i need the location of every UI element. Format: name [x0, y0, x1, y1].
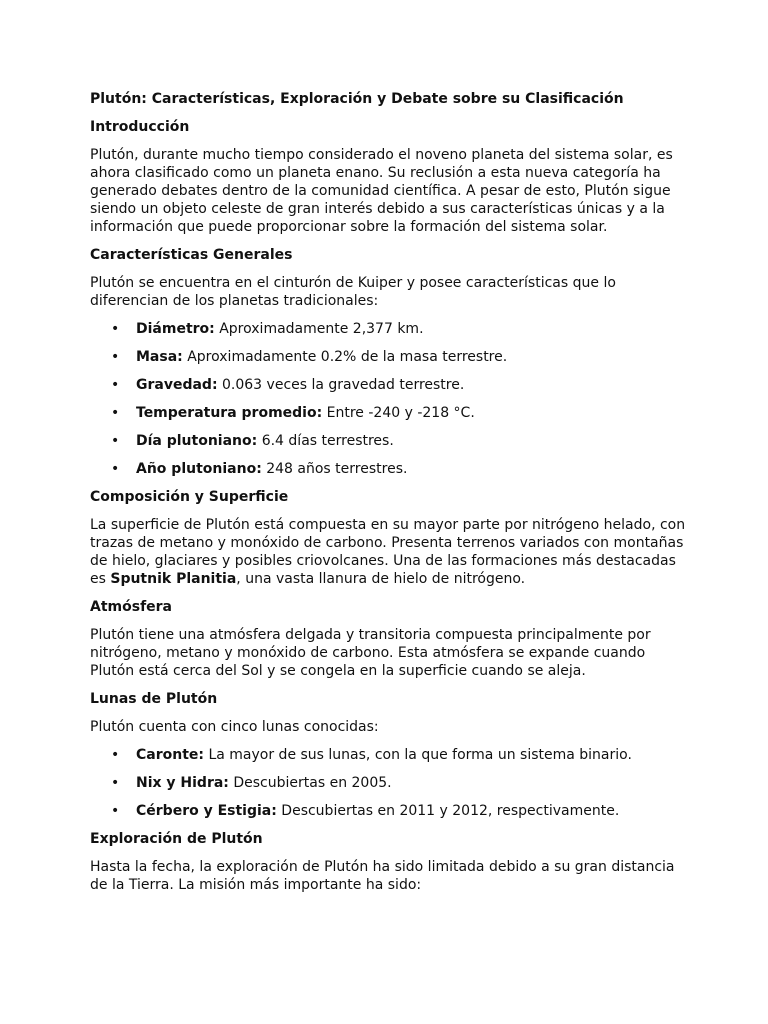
- list-item: [90, 802, 690, 820]
- bullet-icon: •: [111, 461, 120, 477]
- list-characteristics: [90, 320, 690, 478]
- item-label: Temperatura promedio:: [136, 405, 323, 421]
- list-item: [90, 320, 690, 338]
- item-text: 0.063 veces la gravedad terrestre.: [217, 377, 465, 393]
- bullet-icon: •: [111, 775, 120, 791]
- bullet-icon: •: [111, 433, 120, 449]
- paragraph-moons: Plutón cuenta con cinco lunas conocidas:: [90, 719, 379, 735]
- paragraph-general: Plutón se encuentra en el cinturón de Kuiper y posee características que lo diferencian de los planetas tradicionales:: [90, 275, 616, 309]
- heading-composition: Composición y Superficie: [90, 489, 289, 505]
- list-item: [90, 774, 690, 792]
- heading-general: Características Generales: [90, 247, 293, 263]
- heading-moons: Lunas de Plutón: [90, 691, 218, 707]
- list-item: [90, 348, 690, 366]
- item-text: 6.4 días terrestres.: [257, 433, 394, 449]
- bullet-icon: •: [111, 747, 120, 763]
- heading-exploration: Exploración de Plutón: [90, 831, 263, 847]
- item-label: Masa:: [136, 349, 183, 365]
- item-label: Año plutoniano:: [136, 461, 262, 477]
- bullet-icon: •: [111, 405, 120, 421]
- heading-intro: Introducción: [90, 119, 190, 135]
- composition-text-before: La superficie de Plutón está compuesta en su mayor parte por nitrógeno helado, con trazas de metano y monóxido de carbono. Presenta terrenos variados con montañas de hielo, glaciares y posibles criovolcanes. Una de las formaciones más destacadas es: [90, 517, 686, 587]
- paragraph-exploration: Hasta la fecha, la exploración de Plutón ha sido limitada debido a su gran distancia de la Tierra. La misión más importante ha sido:: [90, 859, 675, 893]
- list-item: [90, 404, 690, 422]
- list-item: [90, 460, 690, 478]
- item-text: 248 años terrestres.: [261, 461, 408, 477]
- bullet-icon: •: [111, 803, 120, 819]
- list-item: [90, 432, 690, 450]
- bullet-icon: •: [111, 349, 120, 365]
- item-label: Caronte:: [136, 747, 204, 763]
- document-page: [90, 90, 690, 904]
- item-text: Descubiertas en 2011 y 2012, respectivamente.: [276, 803, 620, 819]
- composition-text-after: , una vasta llanura de hielo de nitrógeno.: [236, 571, 526, 587]
- paragraph-atmosphere: Plutón tiene una atmósfera delgada y transitoria compuesta principalmente por nitrógeno, metano y monóxido de carbono. Esta atmósfera se expande cuando Plutón está cerca del Sol y se congela en la superficie cuando se aleja.: [90, 627, 651, 679]
- item-label: Nix y Hidra:: [136, 775, 229, 791]
- paragraph-composition: [90, 516, 690, 588]
- item-label: Día plutoniano:: [136, 433, 258, 449]
- item-label: Diámetro:: [136, 321, 215, 337]
- composition-bold-term: Sputnik Planitia: [110, 571, 237, 587]
- bullet-icon: •: [111, 377, 120, 393]
- paragraph-intro: Plutón, durante mucho tiempo considerado el noveno planeta del sistema solar, es ahora clasificado como un planeta enano. Su reclusión a esta nueva categoría ha generado debates dentro de la comunidad científica. A pesar de esto, Plutón sigue siendo un objeto celeste de gran interés debido a sus características únicas y a la información que puede proporcionar sobre la formación del sistema solar.: [90, 147, 673, 235]
- item-text: Descubiertas en 2005.: [228, 775, 392, 791]
- item-text: La mayor de sus lunas, con la que forma un sistema binario.: [204, 747, 632, 763]
- list-item: [90, 746, 690, 764]
- list-item: [90, 376, 690, 394]
- document-title: Plutón: Características, Exploración y Debate sobre su Clasificación: [90, 91, 624, 107]
- item-label: Cérbero y Estigia:: [136, 803, 277, 819]
- heading-atmosphere: Atmósfera: [90, 599, 173, 615]
- list-moons: [90, 746, 690, 820]
- item-text: Entre -240 y -218 °C.: [322, 405, 475, 421]
- item-text: Aproximadamente 0.2% de la masa terrestre.: [182, 349, 508, 365]
- item-label: Gravedad:: [136, 377, 218, 393]
- bullet-icon: •: [111, 321, 120, 337]
- item-text: Aproximadamente 2,377 km.: [214, 321, 424, 337]
